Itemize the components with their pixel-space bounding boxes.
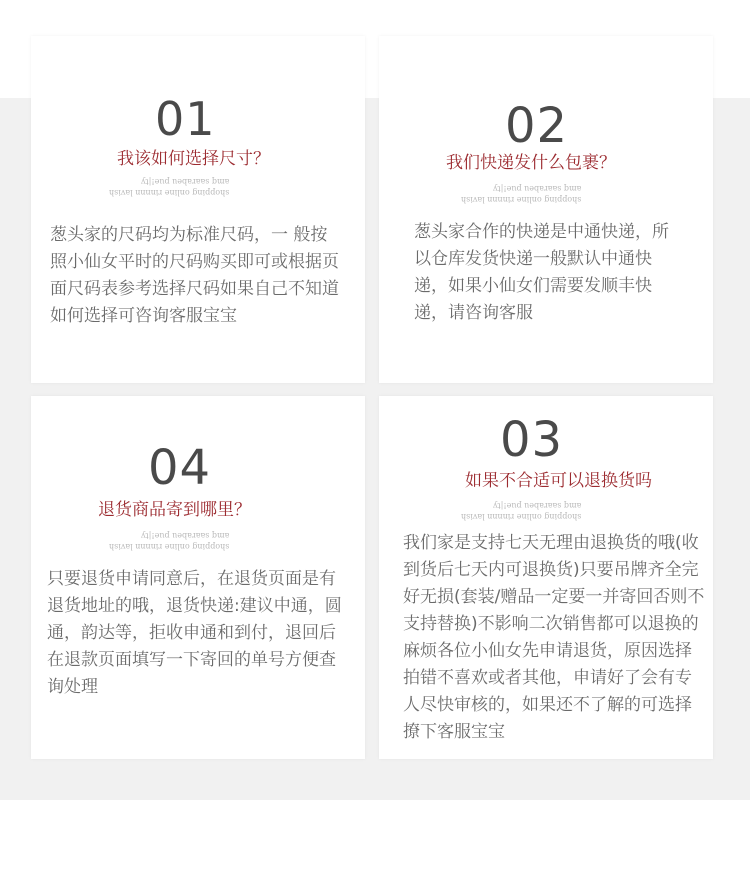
faq-question: 如果不合适可以退换货吗 bbox=[465, 471, 652, 491]
faq-answer: 我们家是支持七天无理由退换货的哦(收到货后七天内可退换货)只要吊牌齐全完好无损(套装/赠品一定要一并寄回否则不支持替换)不影响二次销售都可以退换的麻烦各位小仙女先申请退货，原因选择拍错不喜欢或者其他，申请好了会有专人尽快审核的，如果还不了解的可选择撩下客服宝宝 bbox=[403, 533, 705, 742]
faq-answer: 葱头家的尺码均为标准尺码，一 般按照小仙女平时的尺码购买即可或根据页面尺码表参考选择尺码如果自己不知道如何选择可咨询客服宝宝 bbox=[50, 225, 339, 326]
faq-number: 04 bbox=[148, 440, 212, 496]
decorative-mirror-text: shopping online rinnnn lavish amq saarabeu pue!|ty bbox=[109, 531, 230, 551]
faq-number: 01 bbox=[155, 92, 216, 146]
faq-card-size bbox=[31, 36, 365, 383]
faq-question: 退货商品寄到哪里？ bbox=[98, 500, 251, 520]
decorative-mirror-text: shopping online rinnnn lavish amq saarabeu pue!|ty bbox=[461, 184, 582, 204]
decorative-mirror-text: shopping online rinnnn lavish amq saarabeu pue!|ty bbox=[461, 501, 582, 521]
faq-answer: 葱头家合作的快递是中通快递，所以仓库发货快递一般默认中通快递，如果小仙女们需要发顺丰快递，请咨询客服 bbox=[414, 222, 669, 323]
faq-number: 03 bbox=[500, 412, 564, 468]
faq-card-returns-policy bbox=[379, 396, 713, 759]
faq-card-shipping bbox=[379, 36, 713, 383]
faq-answer: 只要退货申请同意后，在退货页面是有退货地址的哦，退货快递:建议中通，圆通，韵达等，拒收申通和到付，退回后在退款页面填写一下寄回的单号方便查询处理 bbox=[47, 569, 342, 697]
faq-number: 02 bbox=[505, 98, 569, 154]
faq-card-return-address bbox=[31, 396, 365, 759]
decorative-mirror-text: shopping online rinnnn lavish amq saarabeu pue!|ty bbox=[109, 177, 230, 197]
faq-question: 我该如何选择尺寸？ bbox=[117, 149, 270, 169]
faq-question: 我们快递发什么包裹？ bbox=[446, 153, 616, 173]
